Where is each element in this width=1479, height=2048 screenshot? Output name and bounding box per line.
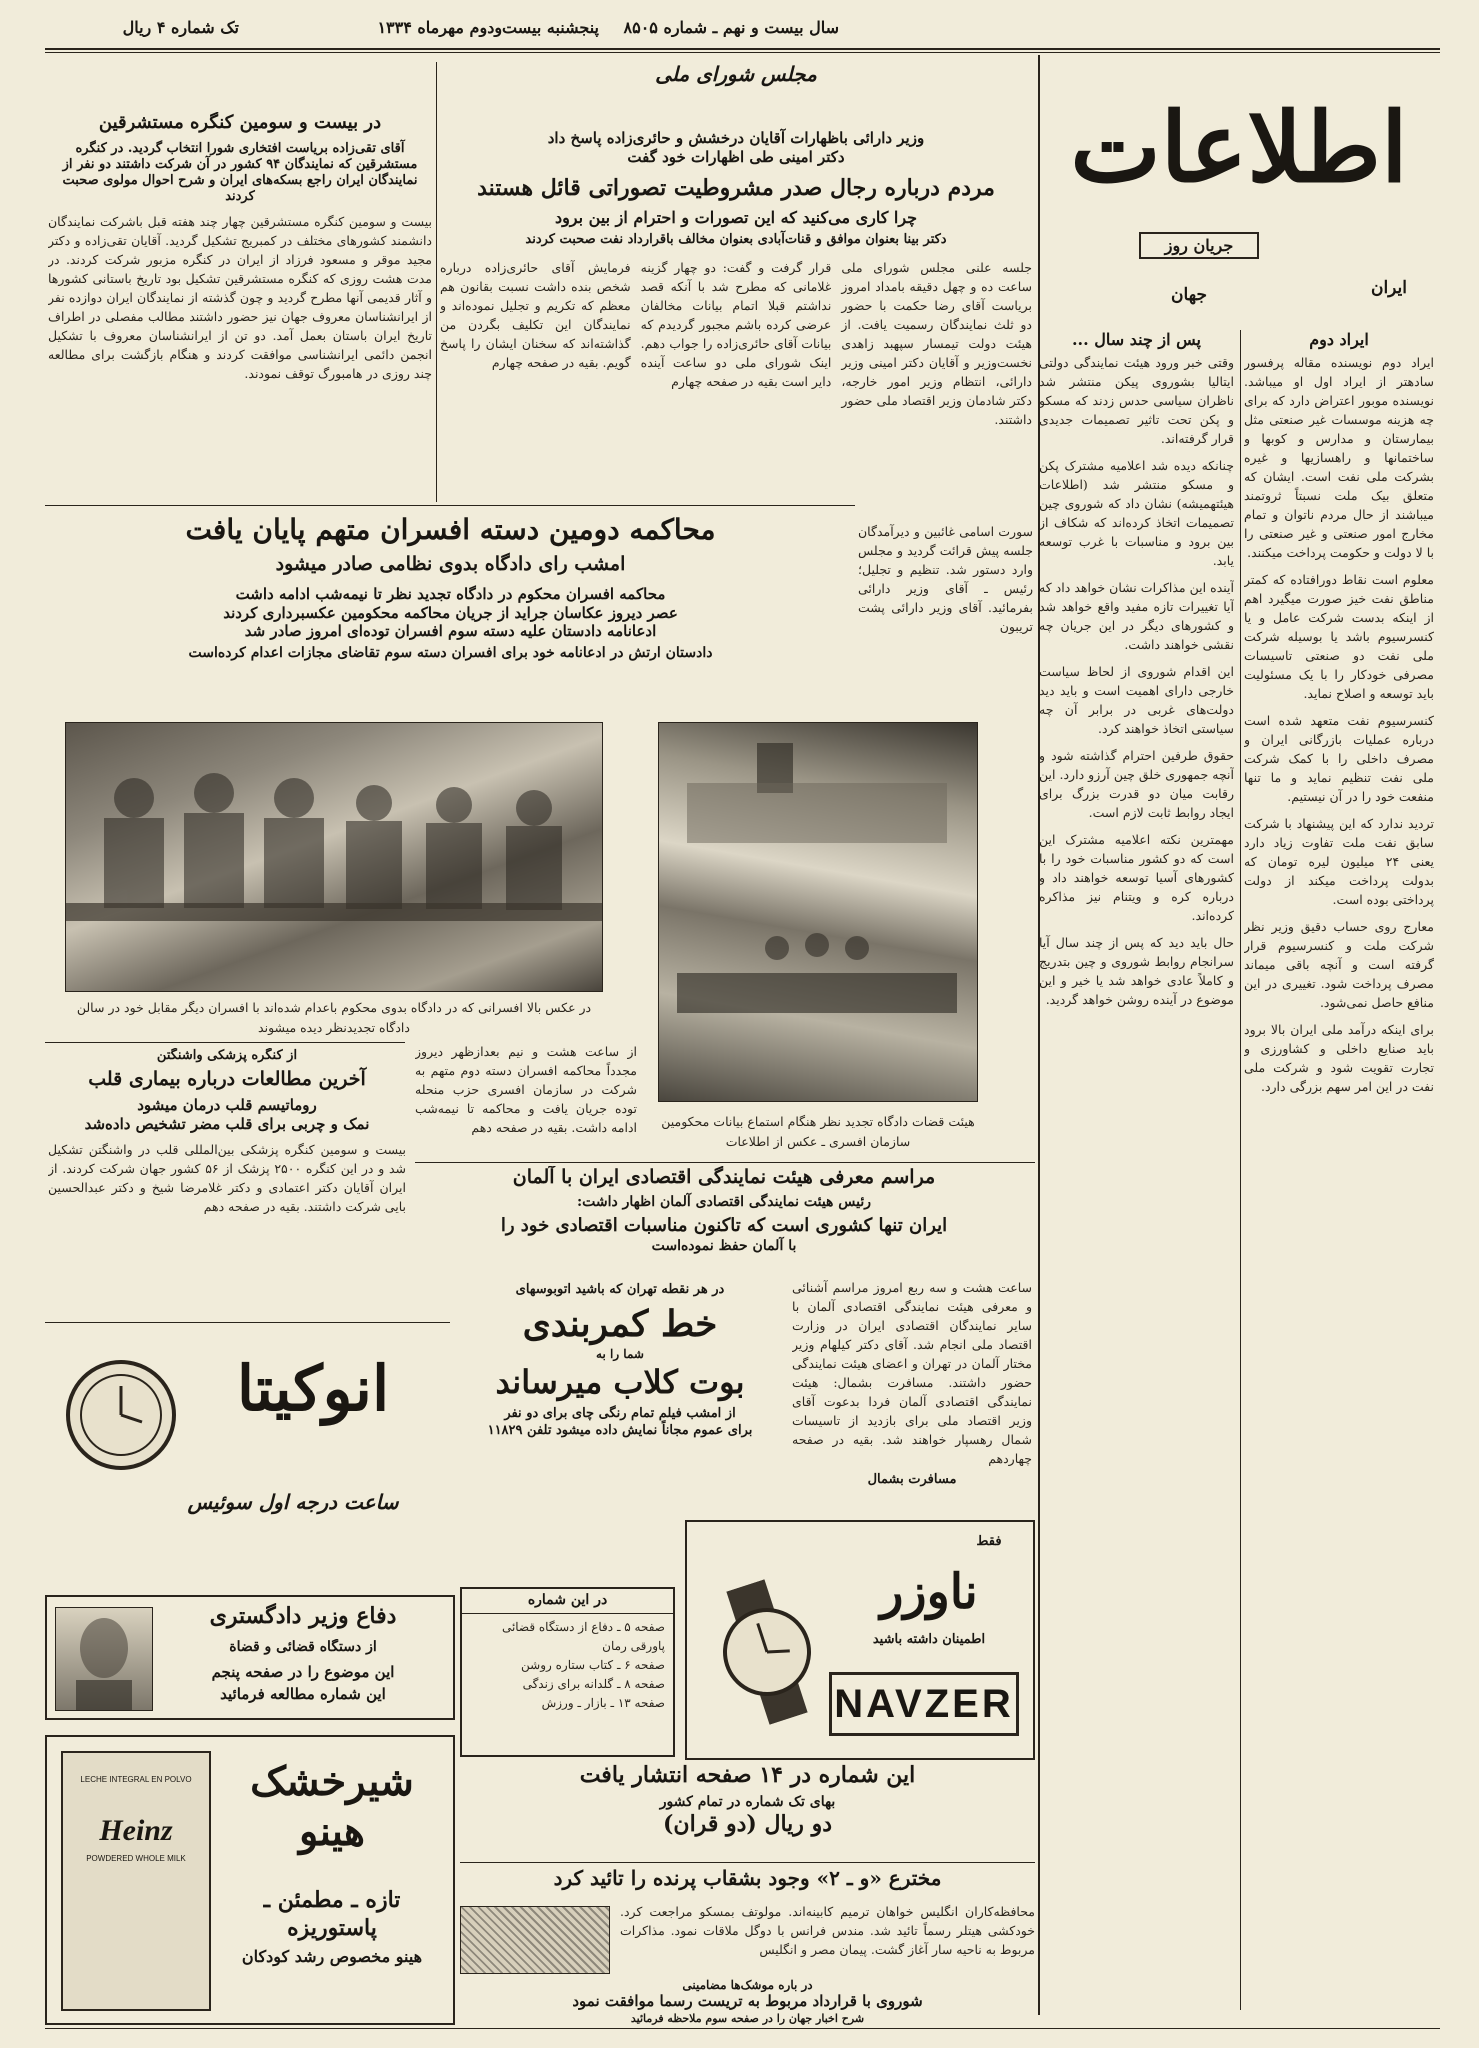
world-paragraph: مهمترین نکته اعلامیه مشترک این است که دو کشور مناسبات خود را با کشورهای آسیا توسعه خواهند داد و درباره کره و ویتنام نیز مذاکره کرده‌اند. [1039, 832, 1234, 923]
inventor-tail: در باره موشک‌ها مضامینی [682, 1978, 813, 1992]
trial-subhead: امشب رای دادگاه بدوی نظامی صادر میشود [275, 553, 626, 575]
trial-line: دادستان ارتش در ادعانامه خود برای افسران دسته سوم تقاضای مجازات اعدام کرده‌است [188, 645, 713, 661]
orientalists-article [48, 112, 432, 507]
inventor-rule [460, 1862, 1035, 1863]
germany-head [415, 1166, 1033, 1276]
contents-item: صفحه ۸ ـ گلدانه برای زندگی [522, 1676, 665, 1691]
justice-sub: از دستگاه قضائی و قضاة [229, 1639, 377, 1655]
germany-body-text: ساعت هشت و سه ربع امروز مراسم آشنائی و معرفی هیئت نمایندگی اقتصادی آلمان با سایر نمایندگان اقتصادی ایران در وزارت اقتصاد ملی انجام شد. آقای دکتر کیلهام وزیر مختار آلمان در تهران و اعضای هیئت نمایندگی حضور داشتند. مسافرت بشمال: هیئت نمایندگی اقتصادی آلمان فردا بدعوت آقای وزیر اقتصاد ملی برای بازدید از تاسیسات شمال رهسپار خواهند شد. بقیه در صفحه چهاردهم [792, 1280, 1032, 1466]
column-rule-inner [1240, 330, 1241, 2010]
judges-caption: هیئت قضات دادگاه تجدید نظر هنگام استماع بیانات محکومین سازمان افسری ـ عکس از اطلاعات [661, 1114, 975, 1149]
trial-article [48, 512, 853, 712]
can-brand: Heinz [99, 1814, 173, 1847]
milk-can [61, 1751, 211, 2011]
majlis-section [440, 62, 1032, 522]
pages-notice-price: دو ریال (دو قران) [663, 1811, 832, 1837]
bus-club-ad [455, 1282, 785, 1492]
world-paragraph: حقوق طرفین احترام گذاشته شود و آنچه جمهوری خلق چین آرزو دارد. این رقابت میان دو قدرت بزرگ برای ایجاد روابط ثابت لازم است. [1039, 748, 1234, 820]
bus-ad-line: برای عموم مجاناً نمایش داده میشود تلفن ۱۱۸۲۹ [487, 1422, 753, 1438]
iran-column-title: ایراد دوم [1309, 330, 1369, 349]
germany-headline: مراسم معرفی هیئت نمایندگی اقتصادی ایران با آلمان [512, 1166, 936, 1188]
heart-subhead: روماتیسم قلب درمان میشود [137, 1096, 317, 1114]
navzer-kicker: فقط [976, 1534, 1002, 1549]
orientalists-body: بیست و سومین کنگره مستشرقین چهار چند هفته قبل باشرکت نمایندگان دانشمند کشورهای مختلف در کمبریج تشکیل گردید. آقایان تقی‌زاده و دکتر مجید موقر و مسعود فرزاد از ایران در کنگره مزبور شرکت کردند. در مدت هشت روزی که کنگره مستشرقین تشکیل بود تاریخ باستانی کشورها و آثار قدیمی آنها مطرح گردید و چون گذشته از نمایندگان ایران دوازده نفر از ایرانشناسان معروف جهان نیز حضور داشتند مطالب مفصلی در اطراف تاریخ ایران باستان بعمل آمد. دو تن از ایرانشناسان معروف با تشکیل انجمن دائمی ایرانشناسی موافقت کردند و هنگام بازگشت برای مطالعه چند روزی در هامبورگ توقف نمودند. [48, 213, 432, 381]
contents-item: صفحه ۵ ـ دفاع از دستگاه قضائی [501, 1619, 665, 1634]
trial-line: محاکمه افسران محکوم در دادگاه تجدید نظر تا نیمه‌شب ادامه داشت [235, 584, 666, 603]
issue-date: پنجشنبه بیست‌ودوم مهرماه ۱۳۳۴ [377, 18, 599, 37]
majlis-deck2: دکتر امینی طی اظهارات خود گفت [627, 147, 845, 166]
iran-paragraph: برای اینکه درآمد ملی ایران بالا برود باید صنایع داخلی و کشاورزی و تجارت تقویت شود و شرکت ملی نفت در این امر سهم بزرگی دارد. [1244, 1022, 1434, 1094]
globe-map-icon [460, 1906, 610, 1974]
contents-title: در این شماره [462, 1589, 673, 1614]
bus-ad-line: شما را به [596, 1347, 644, 1362]
majlis-col: فرمایش آقای حائری‌زاده درباره شخص بنده داشت نسبت بقانون هم معظم که تکریم و تجلیل نموده‌اند و نمایندگان این تکلیف بگردن من گذاشته‌اند که سخنان ایشان را پاسخ گویم. بقیه در صفحه چهارم [440, 260, 631, 371]
heart-headline: آخرین مطالعات درباره بیماری قلب [88, 1068, 366, 1091]
issue-number: سال بیست و نهم ـ شماره ۸۵۰۵ [623, 18, 839, 37]
majlis-columns [440, 258, 1032, 429]
contents-box [460, 1587, 675, 1757]
iran-paragraph: معارج روی حساب دقیق وزیر نظر شرکت ملت و کنسرسیوم قرار گرفته است و آنچه باقی میماند مصرف پرداخت شود. تغییری در این منافع حاصل نمی‌شود. [1244, 919, 1434, 1010]
world-column-title: پس از چند سال ... [1071, 330, 1202, 349]
section-rule [45, 505, 855, 506]
majlis-subhead: چرا کاری می‌کنید که این تصورات و احترام از بین برود [554, 208, 918, 227]
column-head-world: جهان [1170, 285, 1207, 305]
iran-paragraph: تردید ندارد که این پیشنهاد با شرکت سابق نفت ملت تفاوت زیاد دارد یعنی ۲۴ میلیون لیره تومان که بدولت پرداخت میکند از دولت پرداختی بوده است. [1244, 816, 1434, 907]
pages-notice [460, 1762, 1035, 1862]
can-sub-text: POWDERED WHOLE MILK [86, 1854, 186, 1863]
pages-notice-line2: بهای تک شماره در تمام کشور [659, 1793, 836, 1810]
issue-price: تک شماره ۴ ریال [122, 18, 239, 37]
navzer-brand-en: NAVZER [829, 1672, 1019, 1736]
iran-paragraph: کنسرسیوم نفت متعهد شده است درباره عملیات بازرگانی ایران و مصرف داخلی را با کمک شرکت ملی نفت تنظیم نماید و ما تنها منفعت خود را در آن نیستیم. [1244, 713, 1434, 804]
orientalists-headline: در بیست و سومین کنگره مستشرقین [98, 112, 382, 133]
justice-headline: دفاع وزیر دادگستری [209, 1603, 397, 1629]
world-paragraph: این اقدام شوروی از لحاظ سیاست خارجی دارای اهمیت است و باید دید دولت‌های غربی در برابر آن چه سیاستی اتخاذ خواهند کرد. [1039, 664, 1234, 736]
trial-note-text: از ساعت هشت و نیم بعدازظهر دیروز مجدداً محاکمه افسران دسته دوم متهم به شرکت در سازمان افسری حزب منحله توده جریان یافت و محاکمه تا نیمه‌شب ادامه داشت. بقیه در صفحه دهم [415, 1044, 637, 1135]
world-paragraph: آینده این مذاکرات نشان خواهد داد که آیا تغییرات تازه مفید واقع خواهد شد و کشورهای دیگر در این جریان چه نقشی خواهند داشت. [1039, 580, 1234, 652]
heart-kicker: از کنگره پزشکی واشنگتن [156, 1048, 298, 1063]
milk-brand: شیرخشک هینو [250, 1758, 414, 1855]
judges-figures [658, 723, 977, 1102]
iran-paragraph: معلوم است نقاط دورافتاده که کمتر مناطق نفت خیز صورت میگیرد اهم از اینکه بدست شرکت عامل و یا کنسرسیوم باشد یا بوسیله شرکت ملی نفت دو صنعتی تاسیسات مصرفی خودکار را با یک مسئولیت باید توسعه و اصلاح نماید. [1244, 572, 1434, 701]
inventor-tail2: شوروی با قرارداد مربوط به تریست رسما موافقت نمود [572, 1992, 923, 2010]
current-events-box: جریان روز [1139, 232, 1259, 259]
germany-rule [415, 1162, 1035, 1163]
majlis-col: قرار گرفت و گفت: دو چهار گزینه غلامانی که مطرح شد با آنکه قصد نداشتم قبلا اتمام بیانات مخالفان عرضی کرده باشم مجبور گردیدم که بیانات آقای حائری‌زاده را جواب دهم. اینک شورای ملی دو ساعت آینده دایر است بقیه در صفحه چهارم [640, 260, 832, 390]
top-rule [45, 48, 1440, 50]
contents-list [462, 1614, 673, 1717]
trial-headline: محاکمه دومین دسته افسران متهم پایان یافت [185, 513, 716, 546]
anokita-tagline: ساعت درجه اول سوئیس [187, 1490, 399, 1514]
majlis-col4 [858, 522, 1033, 672]
contents-item: صفحه ۱۳ ـ بازار ـ ورزش [541, 1695, 665, 1710]
justice-line: این موضوع را در صفحه پنجم [211, 1663, 395, 1681]
inventor-article [460, 1866, 1035, 2026]
germany-quote: ایران تنها کشوری است که تاکنون مناسبات اقتصادی خود را [500, 1215, 948, 1237]
trial-note [415, 1042, 637, 1160]
trial-line: ادعانامه دادستان علیه دسته سوم افسران توده‌ای امروز صادر شد [244, 622, 657, 641]
majlis-headline: مردم درباره رجال صدر مشروطیت تصوراتی قائل هستند [477, 174, 995, 201]
justice-box [45, 1595, 455, 1720]
bus-ad-club: بوت کلاب میرساند [495, 1363, 745, 1402]
inventor-headline: مخترع «و ـ ۲» وجود بشقاب پرنده را تائید کرد [553, 1866, 942, 1890]
world-paragraph: چنانکه دیده شد اعلامیه مشترک پکن و مسکو منتشر شد (اطلاعات هیئتهمیشه) نشان داد که شوروی چین تصمیمات اتخاذ کرده‌اند که شکاف از بین برود و مناسبات با غرب توسعه یابد. [1039, 458, 1234, 568]
world-column [1039, 330, 1234, 2010]
majlis-col4-text: سورت اسامی غائبین و دیرآمدگان جلسه پیش قرائت گردید و مجلس وارد دستور شد. تنظیم و تجلیل؛ رئیس ـ آقای وزیر دارائی بفرمائید. آقای وزیر دارائی پشت تریبون [858, 524, 1033, 634]
bottom-rule [45, 2028, 1440, 2029]
pages-notice-line: این شماره در ۱۴ صفحه انتشار یافت [579, 1762, 916, 1788]
bus-ad-line: در هر نقطه تهران که باشید اتوبوسهای [515, 1282, 725, 1297]
world-paragraph: حال باید دید که پس از چند سال آیا سرانجام روابط شوروی و چین بتدریج و کاملاً عادی خواهد شد یا خیر و این موضوع در آینده روشن خواهد گردید. [1039, 935, 1234, 1007]
heart-article [48, 1048, 406, 1318]
anokita-brand: انوکیتا [236, 1352, 390, 1425]
heart-body: بیست و سومین کنگره پزشکی بین‌المللی قلب در واشنگتن تشکیل شد و در این کنگره ۲۵۰۰ پزشک از ۵۶ کشور جهان شرکت کردند. از ایران آقایان دکتر اعتمادی و دکتر غلامرضا شیخ و دکتر عبدالحسین بایی شرکت داشتند. بقیه در صفحه دهم [48, 1141, 406, 1214]
contents-item: صفحه ۶ ـ کتاب ستاره روشن [521, 1657, 665, 1672]
watch-icon [66, 1360, 176, 1470]
milk-line2: هینو مخصوص رشد کودکان [241, 1947, 423, 1966]
majlis-deck: وزیر دارائی باظهارات آقایان درخشش و حائری‌زاده پاسخ داد [547, 129, 925, 147]
trial-line: عصر دیروز عکاسان جراید از جریان محاکمه محکومین عکسبرداری کردند [223, 603, 678, 622]
ad-rule [45, 1322, 450, 1323]
minister-portrait [55, 1607, 153, 1711]
navzer-brand-fa: ناوزر [880, 1564, 978, 1620]
justice-line2: این شماره مطالعه فرمائید [220, 1685, 386, 1703]
majlis-rule [436, 62, 437, 502]
majlis-kicker: مجلس شورای ملی [655, 62, 817, 86]
heart-rule [45, 1042, 405, 1043]
watch-face-icon [70, 1364, 172, 1466]
germany-travel: مسافرت بشمال [867, 1472, 957, 1487]
bus-ad-title: خط کمربندی [522, 1303, 718, 1346]
iran-column [1244, 330, 1434, 2010]
defendants-caption: در عکس بالا افسرانی که در دادگاه بدوی محکوم باعدام شده‌اند با افسران دیگر مقابل خود در سالن دادگاه تجدیدنظر دیده میشوند [76, 1000, 592, 1035]
milk-line: تازه ـ مطمئن ـ پاستوریزه [263, 1887, 401, 1941]
navzer-tagline: اطمینان داشته باشید [872, 1632, 986, 1647]
bus-ad-line: از امشب فیلم تمام رنگی چای برای دو نفر [504, 1406, 736, 1422]
majlis-col: جلسه علنی مجلس شورای ملی ساعت ده و چهل دقیقه بامداد امروز بریاست آقای رضا حکمت با حضور دو ثلث نمایندگان رسمیت یافت. از هیئت دولت تیمسار سپهبد زاهدی نخست‌وزیر و آقایان دکتر امینی وزیر دارائی، انتظام وزیر امور خارجه، دکتر شادمان وزیر اقتصاد ملی حضور داشتند. [841, 260, 1032, 428]
navzer-watch-ad [685, 1520, 1035, 1760]
masthead-title: اطلاعات [1070, 100, 1408, 204]
portrait-figure [56, 1608, 152, 1710]
germany-quote2: با آلمان حفظ نموده‌است [651, 1237, 797, 1254]
germany-subhead: رئیس هیئت نمایندگی اقتصادی آلمان اظهار داشت: [576, 1193, 872, 1210]
anokita-watch-ad [48, 1330, 450, 1575]
orientalists-deck: آقای تقی‌زاده بریاست افتخاری شورا انتخاب گردید. در کنگره مستشرقین که نمایندگان ۹۴ کشور در آن شرکت داشتند دو نفر از نمایندگان ایران راجع بسکه‌های ایران و شرح احوال مولوی صحبت کردند [62, 140, 418, 205]
column-head-iran: ایران [1370, 278, 1408, 298]
defendants-figures [65, 723, 602, 992]
defendants-photo [65, 722, 603, 992]
contents-item: پاورقی رمان [602, 1638, 665, 1653]
inventor-body: محافظه‌کاران انگلیس خواهان ترمیم کابینه‌اند. مولوتف بمسکو مراجعت کرد. خودکشی هیتلر رسماً تائید شد. مندس فرانس با دوگل ملاقات نمود. مذاکرات مربوط به ناحیه سار آغاز گشت. پیمان مصر و انگلیس [620, 1904, 1035, 1957]
heino-milk-ad [45, 1735, 455, 2025]
iran-paragraph: ایراد دوم نویسنده مقاله پرفسور سادهتر از ایراد اول او میباشد. نویسنده موبور اعتراض دارد که برای چه هزینه موسسات غیر صنعتی مثل بیمارستان و مدارس و کوبها و ساختمانها و راهسازیها و غیره بشرکت ملی نفت است. ایشان که متعلق بیک ملت نسبتاً ثروتمند میباشند از حال مردم ناتوان و تمام مخارج امور صنعتی و غیر صنعتی را با لا دولت و حکومت پرداخت میکنند. [1244, 355, 1434, 560]
heart-subhead2: نمک و چربی برای قلب مضر تشخیص داده‌شد [84, 1114, 370, 1133]
judges-photo [658, 722, 978, 1102]
top-rule-thin [45, 52, 1440, 53]
can-top-text: LECHE INTEGRAL EN POLVO [80, 1775, 192, 1784]
world-paragraph: وقتی خبر ورود هیئت نمایندگی دولتی ایتالیا بشوروی پیکن منتشر شد ناظران سیاسی حدس زدند که مسکو و پکن تحت تاثیر تصمیمات جدیدی قرار گرفته‌اند. [1039, 355, 1234, 446]
majlis-subhead2: دکتر بینا بعنوان موافق و قنات‌آبادی بعنوان مخالف باقرارداد نفت صحبت کردند [525, 232, 947, 247]
inventor-tail3: شرح اخبار جهان را در صفحه سوم ملاحظه فرمائید [630, 2012, 865, 2025]
